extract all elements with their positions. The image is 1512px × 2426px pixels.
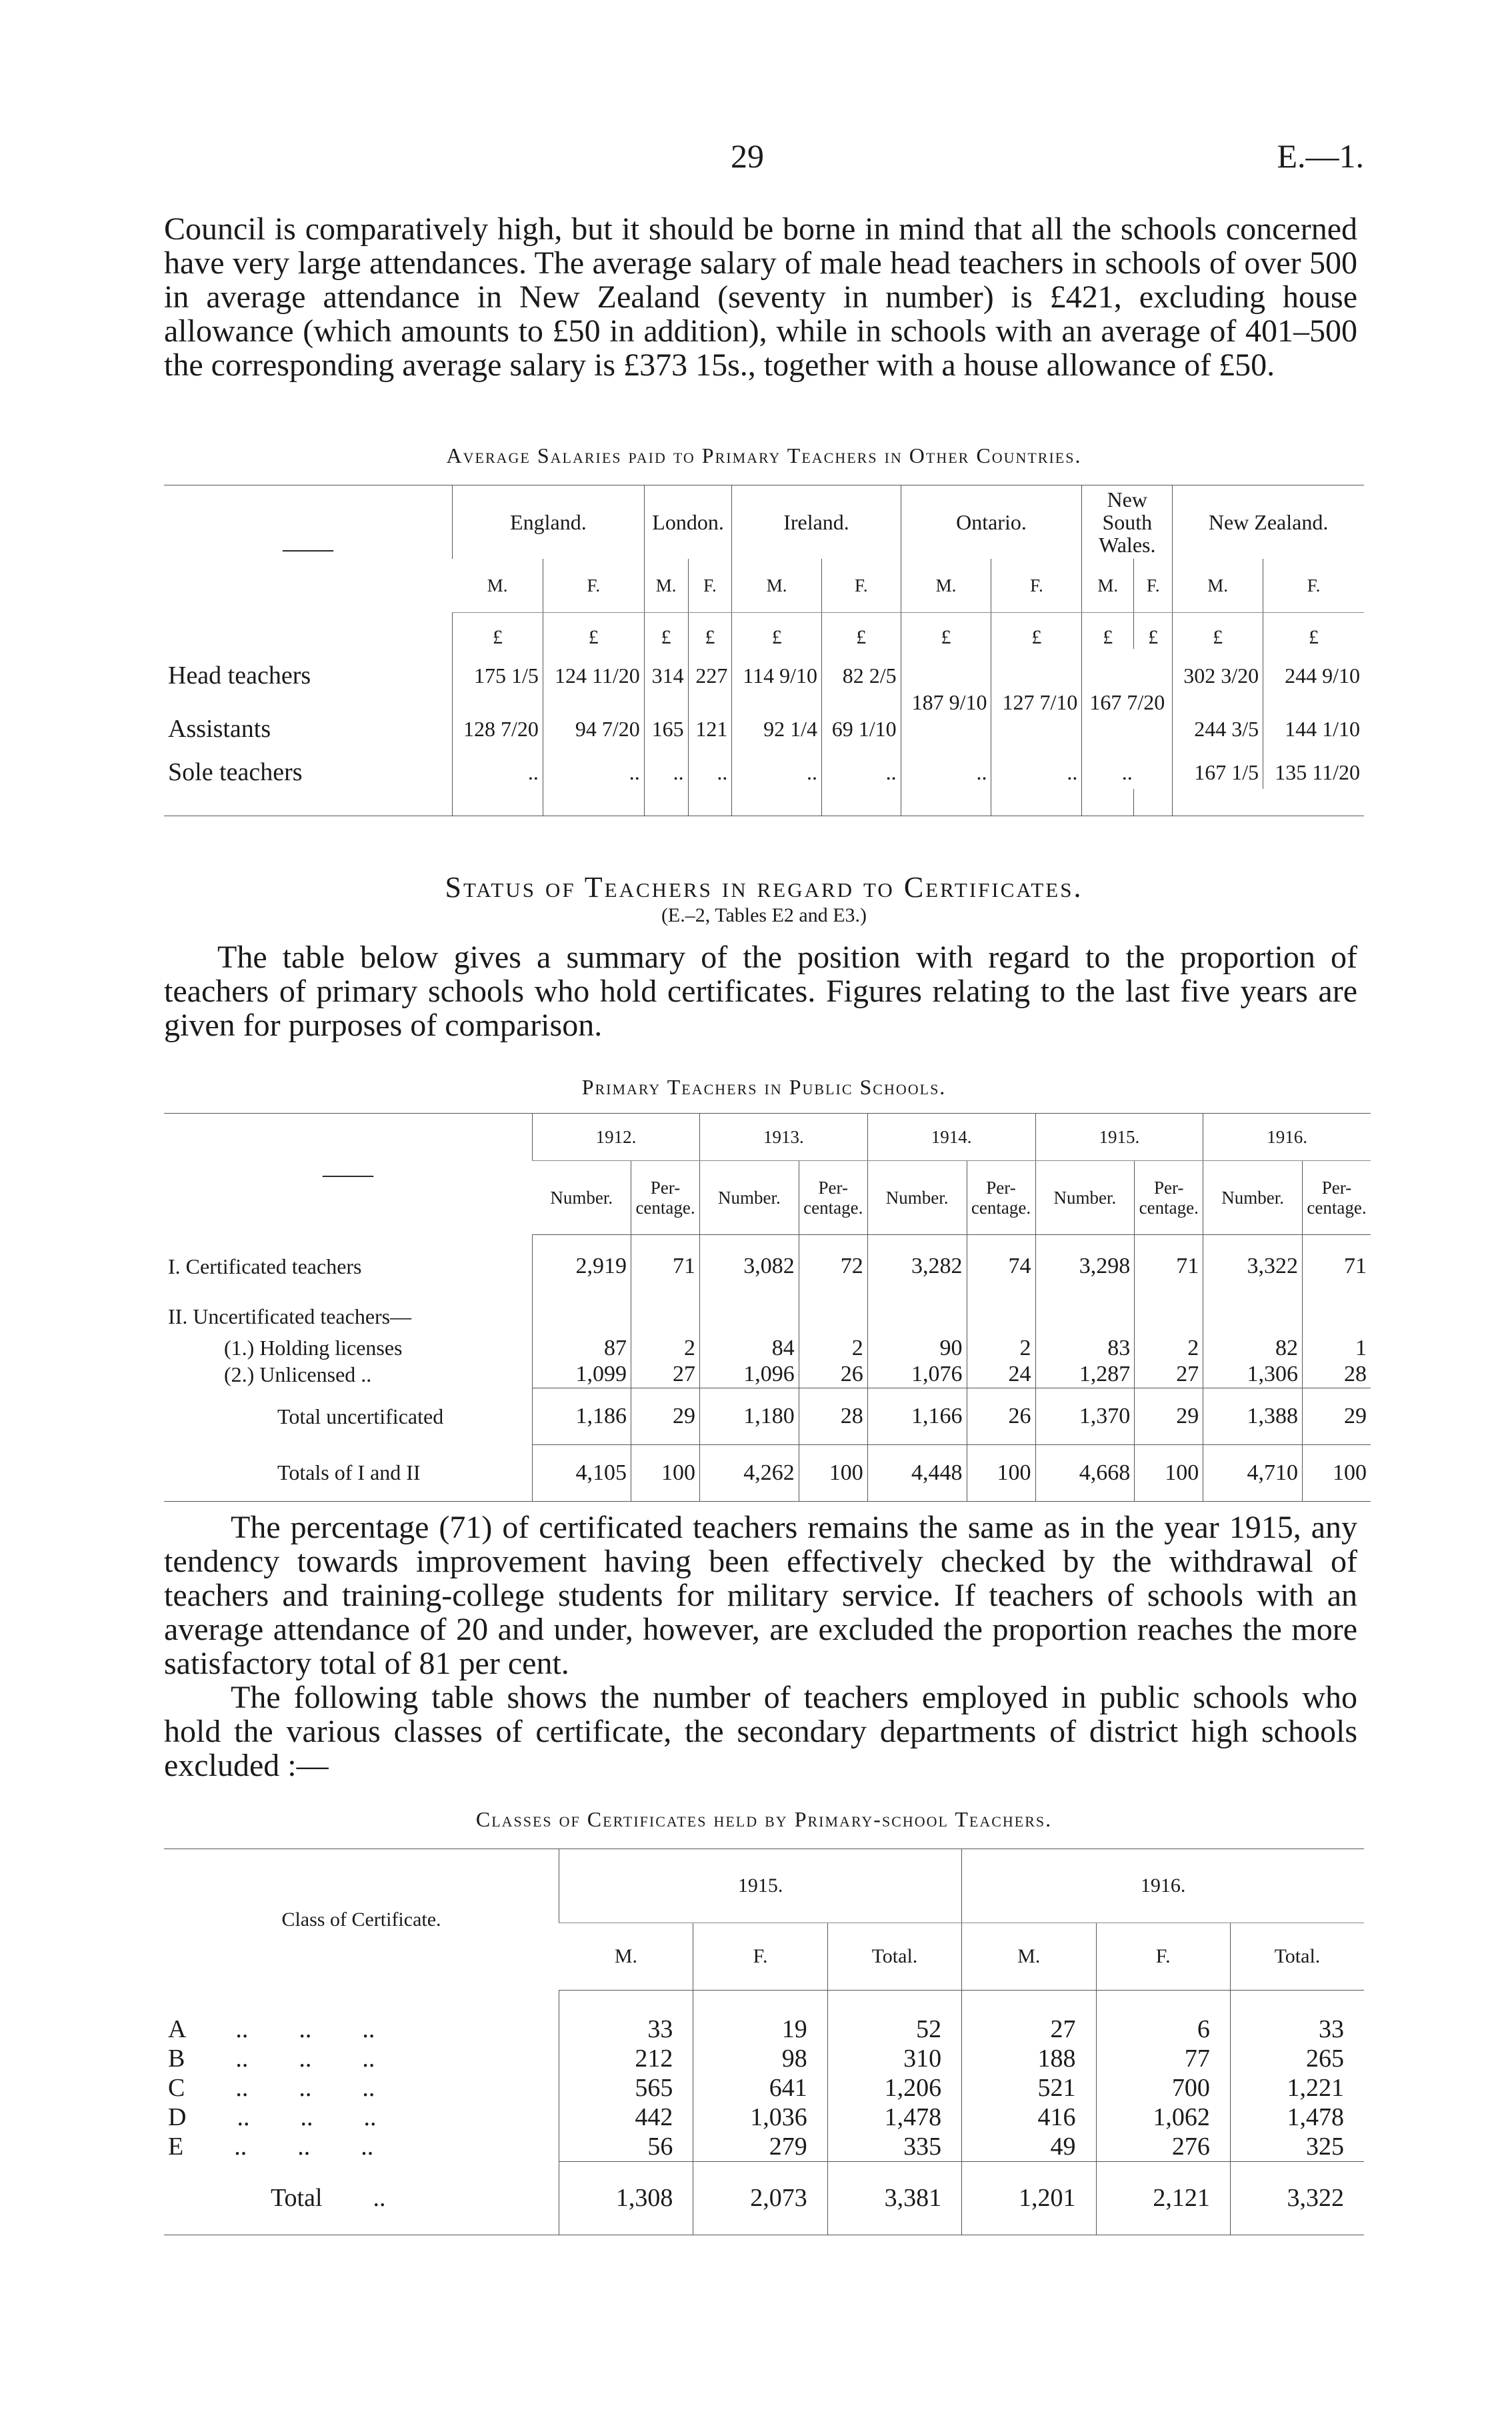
spacer	[1082, 789, 1134, 816]
salary-value: 92 1/4	[732, 702, 822, 756]
salary-value: ..	[644, 756, 688, 789]
primary-value: 71	[631, 1235, 700, 1298]
spacer	[1134, 789, 1173, 816]
salary-value: 244 9/10	[1263, 649, 1364, 702]
salary-value: 165	[644, 702, 688, 756]
class-label-cell	[164, 2132, 559, 2162]
country-header: Ireland.	[732, 485, 901, 559]
row-label: (1.) Holding licenses	[224, 1336, 403, 1360]
page-number: 29	[731, 137, 764, 175]
class-value: 188	[962, 2044, 1096, 2073]
salary-value: 128 7/20	[453, 702, 543, 756]
primary-value	[1035, 1298, 1135, 1335]
primary-value: 27	[631, 1362, 700, 1388]
primary-title: Primary Teachers in Public Schools.	[581, 1075, 947, 1099]
class-value: 1,201	[962, 2161, 1096, 2235]
country-header: New Zealand.	[1173, 485, 1364, 559]
intro-paragraph: Council is comparatively high, but it should be borne in mind that all the schools concerned have very large attendances. The average salary of male head teachers in schools of over 500 in average attendance in New Zealand (seventy in number) is £421, excluding house allowance (which amounts to £50 in addition), while in schools with an average of 401–500 the corresponding average salary is £373 15s., together with a house allowance of £50.	[164, 211, 1357, 383]
leader-dots: .. .. ..	[185, 2044, 375, 2073]
currency-symbol: £	[991, 613, 1082, 650]
class-value: 56	[559, 2132, 693, 2162]
salary-value: 302 3/20	[1173, 649, 1263, 702]
class-label: Total	[271, 2183, 323, 2212]
salary-value: 167 1/5	[1173, 756, 1263, 789]
percentage-header: Per-centage.	[631, 1161, 700, 1235]
row-label: Totals of I and II	[277, 1460, 421, 1485]
salary-value: 124 11/20	[543, 649, 644, 702]
spacer	[1173, 789, 1263, 816]
primary-value: 71	[1135, 1235, 1203, 1298]
female-header: F.	[543, 559, 644, 613]
classes-table	[164, 1849, 1364, 2235]
primary-value: 26	[967, 1388, 1035, 1445]
salary-value: 144 1/10	[1263, 702, 1364, 756]
currency-row	[164, 613, 1364, 650]
primary-value: 29	[1303, 1388, 1371, 1445]
country-header: New South Wales.	[1082, 485, 1173, 559]
leader-dots: .. .. ..	[185, 2015, 375, 2043]
status-subtitle: (E.–2, Tables E2 and E3.)	[661, 904, 867, 926]
classes-title: Classes of Certificates held by Primary-school Teachers.	[475, 1807, 1053, 1831]
class-label: D	[168, 2103, 187, 2131]
primary-value: 29	[1135, 1388, 1203, 1445]
class-label-cell	[164, 2073, 559, 2103]
class-value: 3,381	[827, 2161, 961, 2235]
year-header: 1916.	[1203, 1114, 1371, 1161]
salary-value: 187 9/10	[901, 649, 991, 756]
row-label: II. Uncertificated teachers—	[168, 1304, 412, 1328]
number-header: Number.	[1203, 1161, 1303, 1235]
spacer	[732, 789, 822, 816]
class-label-cell	[164, 2044, 559, 2073]
percentage-paragraph: The percentage (71) of certificated teachers remains the same as in the year 1915, any tendency towards improvement having been effectively checked by the withdrawal of teachers and training-college students for military service. If teachers of schools with an average attendance of 20 and under, however, are excluded the proportion reaches the more satisfactory total of 81 per cent.	[164, 1510, 1357, 1681]
primary-year-row	[164, 1114, 1371, 1161]
class-value: 335	[827, 2132, 961, 2162]
class-row	[164, 2103, 1364, 2132]
page-header	[164, 137, 1364, 177]
class-value: 325	[1230, 2132, 1364, 2162]
class-value: 641	[693, 2073, 827, 2103]
salary-row	[164, 649, 1364, 702]
class-label-cell	[164, 2161, 559, 2235]
row-label: (2.) Unlicensed ..	[224, 1362, 372, 1386]
primary-value: 2	[631, 1335, 700, 1362]
primary-value: 1,370	[1035, 1388, 1135, 1445]
spacer	[164, 613, 453, 650]
column-header: F.	[693, 1923, 827, 1991]
primary-value: 2	[799, 1335, 867, 1362]
primary-value: 100	[1135, 1445, 1203, 1502]
male-header: M.	[732, 559, 822, 613]
class-value: 2,073	[693, 2161, 827, 2235]
primary-value	[533, 1298, 631, 1335]
salary-value: 135 11/20	[1263, 756, 1364, 789]
class-row	[164, 2073, 1364, 2103]
spacer	[164, 789, 453, 816]
primary-value: 84	[700, 1335, 799, 1362]
class-label-cell	[164, 2103, 559, 2132]
primary-value: 24	[967, 1362, 1035, 1388]
primary-value	[1303, 1298, 1371, 1335]
country-header: Ontario.	[901, 485, 1082, 559]
percentage-header: Per-centage.	[1135, 1161, 1203, 1235]
column-header: Total.	[1230, 1923, 1364, 1991]
class-value: 3,322	[1230, 2161, 1364, 2235]
class-value: 2,121	[1096, 2161, 1230, 2235]
stub-header: ——	[283, 535, 333, 563]
primary-value: 1,096	[700, 1362, 799, 1388]
primary-row	[164, 1388, 1371, 1445]
primary-row	[164, 1235, 1371, 1298]
primary-value: 26	[799, 1362, 867, 1388]
column-header: Total.	[827, 1923, 961, 1991]
primary-row	[164, 1298, 1371, 1335]
currency-symbol: £	[1082, 613, 1134, 650]
primary-value: 83	[1035, 1335, 1135, 1362]
number-header: Number.	[700, 1161, 799, 1235]
primary-value: 4,262	[700, 1445, 799, 1502]
currency-symbol: £	[821, 613, 901, 650]
currency-symbol: £	[1173, 613, 1263, 650]
primary-row	[164, 1362, 1371, 1388]
primary-value: 29	[631, 1388, 700, 1445]
primary-value: 1,099	[533, 1362, 631, 1388]
class-value: 1,062	[1096, 2103, 1230, 2132]
total-row	[164, 2161, 1364, 2235]
primary-value: 2,919	[533, 1235, 631, 1298]
primary-value: 27	[1135, 1362, 1203, 1388]
row-label: Sole teachers	[168, 758, 303, 786]
female-header: F.	[991, 559, 1082, 613]
primary-value: 71	[1303, 1235, 1371, 1298]
primary-value: 72	[799, 1235, 867, 1298]
stub-header: Class of Certificate.	[281, 1908, 441, 1931]
spacer	[453, 789, 543, 816]
leader-dots: .. .. ..	[185, 2073, 375, 2102]
primary-value: 1,166	[867, 1388, 967, 1445]
percentage-header: Per-centage.	[799, 1161, 867, 1235]
class-label: E	[168, 2132, 184, 2161]
salary-value: ..	[901, 756, 991, 789]
female-header: F.	[688, 559, 732, 613]
primary-value: 4,448	[867, 1445, 967, 1502]
primary-value	[631, 1298, 700, 1335]
salaries-header-row	[164, 485, 1364, 559]
primary-value: 2	[967, 1335, 1035, 1362]
salary-value: 94 7/20	[543, 702, 644, 756]
class-value: 52	[827, 1991, 961, 2044]
year-header: 1915.	[559, 1849, 962, 1923]
classes-year-row	[164, 1849, 1364, 1923]
primary-value: 1,306	[1203, 1362, 1303, 1388]
primary-value: 82	[1203, 1335, 1303, 1362]
year-header: 1912.	[533, 1114, 700, 1161]
class-value: 33	[1230, 1991, 1364, 2044]
primary-value: 74	[967, 1235, 1035, 1298]
male-header: M.	[644, 559, 688, 613]
stub-header: ——	[323, 1160, 373, 1188]
primary-value: 28	[1303, 1362, 1371, 1388]
primary-value: 3,298	[1035, 1235, 1135, 1298]
primary-value: 1,186	[533, 1388, 631, 1445]
salary-value: ..	[991, 756, 1082, 789]
primary-value	[867, 1298, 967, 1335]
class-value: 521	[962, 2073, 1096, 2103]
salary-value: 227	[688, 649, 732, 702]
salaries-title: Average Salaries paid to Primary Teachers in Other Countries.	[446, 443, 1082, 467]
spacer	[688, 789, 732, 816]
salary-value: 82 2/5	[821, 649, 901, 702]
leader-dots: .. .. ..	[186, 2103, 377, 2131]
primary-value: 100	[967, 1445, 1035, 1502]
primary-value: 1,287	[1035, 1362, 1135, 1388]
currency-symbol: £	[688, 613, 732, 650]
salary-value: 175 1/5	[453, 649, 543, 702]
class-value: 416	[962, 2103, 1096, 2132]
salary-value: ..	[732, 756, 822, 789]
primary-value	[799, 1298, 867, 1335]
padding-row	[164, 789, 1364, 816]
primary-value: 4,710	[1203, 1445, 1303, 1502]
salary-value: 314	[644, 649, 688, 702]
spacer	[901, 789, 991, 816]
class-value: 19	[693, 1991, 827, 2044]
class-row	[164, 1991, 1364, 2044]
primary-value: 100	[1303, 1445, 1371, 1502]
salary-value: ..	[543, 756, 644, 789]
class-value: 1,221	[1230, 2073, 1364, 2103]
year-header: 1914.	[867, 1114, 1035, 1161]
leader-dots: .. .. ..	[183, 2132, 374, 2161]
primary-value: 90	[867, 1335, 967, 1362]
class-value: 442	[559, 2103, 693, 2132]
country-header: London.	[644, 485, 732, 559]
salary-value: ..	[1082, 756, 1173, 789]
class-value: 310	[827, 2044, 961, 2073]
primary-value: 87	[533, 1335, 631, 1362]
class-value: 276	[1096, 2132, 1230, 2162]
female-header: F.	[1134, 559, 1173, 613]
class-value: 1,478	[1230, 2103, 1364, 2132]
male-header: M.	[901, 559, 991, 613]
male-header: M.	[1082, 559, 1134, 613]
column-header: F.	[1096, 1923, 1230, 1991]
row-label: Assistants	[168, 715, 271, 743]
primary-value: 3,322	[1203, 1235, 1303, 1298]
class-row	[164, 2132, 1364, 2162]
currency-symbol: £	[901, 613, 991, 650]
number-header: Number.	[867, 1161, 967, 1235]
class-value: 565	[559, 2073, 693, 2103]
primary-value: 3,282	[867, 1235, 967, 1298]
class-label: B	[168, 2044, 185, 2073]
primary-value	[967, 1298, 1035, 1335]
primary-value: 4,105	[533, 1445, 631, 1502]
salary-value: 69 1/10	[821, 702, 901, 756]
salaries-table	[164, 485, 1364, 816]
class-label: A	[168, 2015, 185, 2043]
currency-symbol: £	[732, 613, 822, 650]
currency-symbol: £	[644, 613, 688, 650]
class-value: 265	[1230, 2044, 1364, 2073]
male-header: M.	[453, 559, 543, 613]
class-value: 279	[693, 2132, 827, 2162]
class-value: 33	[559, 1991, 693, 2044]
salary-value: ..	[688, 756, 732, 789]
currency-symbol: £	[1134, 613, 1173, 650]
primary-value	[1135, 1298, 1203, 1335]
year-header: 1915.	[1035, 1114, 1203, 1161]
primary-row	[164, 1445, 1371, 1502]
class-value: 1,036	[693, 2103, 827, 2132]
row-label: Total uncertificated	[277, 1404, 444, 1428]
column-header: M.	[559, 1923, 693, 1991]
salary-value: ..	[453, 756, 543, 789]
salary-value: 167 7/20	[1082, 649, 1173, 756]
salary-value: 114 9/10	[732, 649, 822, 702]
primary-value: 1	[1303, 1335, 1371, 1362]
salary-value: 244 3/5	[1173, 702, 1263, 756]
salary-row	[164, 702, 1364, 756]
primary-value: 28	[799, 1388, 867, 1445]
class-value: 212	[559, 2044, 693, 2073]
primary-value	[1203, 1298, 1303, 1335]
primary-value: 3,082	[700, 1235, 799, 1298]
class-value: 1,478	[827, 2103, 961, 2132]
currency-symbol: £	[453, 613, 543, 650]
percentage-header: Per-centage.	[1303, 1161, 1371, 1235]
class-value: 98	[693, 2044, 827, 2073]
document-reference: E.—1.	[1277, 137, 1364, 175]
primary-value: 100	[631, 1445, 700, 1502]
class-label-cell	[164, 1991, 559, 2044]
row-label: I. Certificated teachers	[168, 1254, 362, 1278]
leader-dots: ..	[322, 2183, 386, 2212]
primary-value: 2	[1135, 1335, 1203, 1362]
number-header: Number.	[1035, 1161, 1135, 1235]
row-label: Head teachers	[168, 662, 311, 690]
status-paragraph: The table below gives a summary of the position with regard to the proportion of teachers of primary schools who hold certificates. Figures relating to the last five years are given for purposes of comparison.	[164, 940, 1357, 1043]
class-row	[164, 2044, 1364, 2073]
primary-value: 1,388	[1203, 1388, 1303, 1445]
salary-value: ..	[821, 756, 901, 789]
female-header: F.	[821, 559, 901, 613]
salary-row	[164, 756, 1364, 789]
percentage-header: Per-centage.	[967, 1161, 1035, 1235]
primary-value	[700, 1298, 799, 1335]
salary-value: 121	[688, 702, 732, 756]
currency-symbol: £	[1263, 613, 1364, 650]
primary-value: 1,180	[700, 1388, 799, 1445]
number-header: Number.	[533, 1161, 631, 1235]
class-value: 1,206	[827, 2073, 961, 2103]
class-value: 1,308	[559, 2161, 693, 2235]
spacer	[543, 789, 644, 816]
class-value: 49	[962, 2132, 1096, 2162]
spacer	[991, 789, 1082, 816]
primary-value: 1,076	[867, 1362, 967, 1388]
class-value: 77	[1096, 2044, 1230, 2073]
class-value: 700	[1096, 2073, 1230, 2103]
status-title: Status of Teachers in regard to Certificates.	[445, 871, 1083, 904]
following-paragraph: The following table shows the number of teachers employed in public schools who hold the various classes of certificate, the secondary departments of district high schools excluded :—	[164, 1680, 1357, 1783]
spacer	[821, 789, 901, 816]
primary-value: 4,668	[1035, 1445, 1135, 1502]
male-header: M.	[1173, 559, 1263, 613]
class-value: 6	[1096, 1991, 1230, 2044]
salary-value: 127 7/10	[991, 649, 1082, 756]
class-label: C	[168, 2073, 185, 2102]
country-header: England.	[453, 485, 645, 559]
year-header: 1913.	[700, 1114, 868, 1161]
currency-symbol: £	[543, 613, 644, 650]
column-header: M.	[962, 1923, 1096, 1991]
female-header: F.	[1263, 559, 1364, 613]
primary-row	[164, 1335, 1371, 1362]
class-value: 27	[962, 1991, 1096, 2044]
year-header: 1916.	[962, 1849, 1364, 1923]
primary-teachers-table	[164, 1113, 1371, 1502]
spacer	[644, 789, 688, 816]
primary-value: 100	[799, 1445, 867, 1502]
